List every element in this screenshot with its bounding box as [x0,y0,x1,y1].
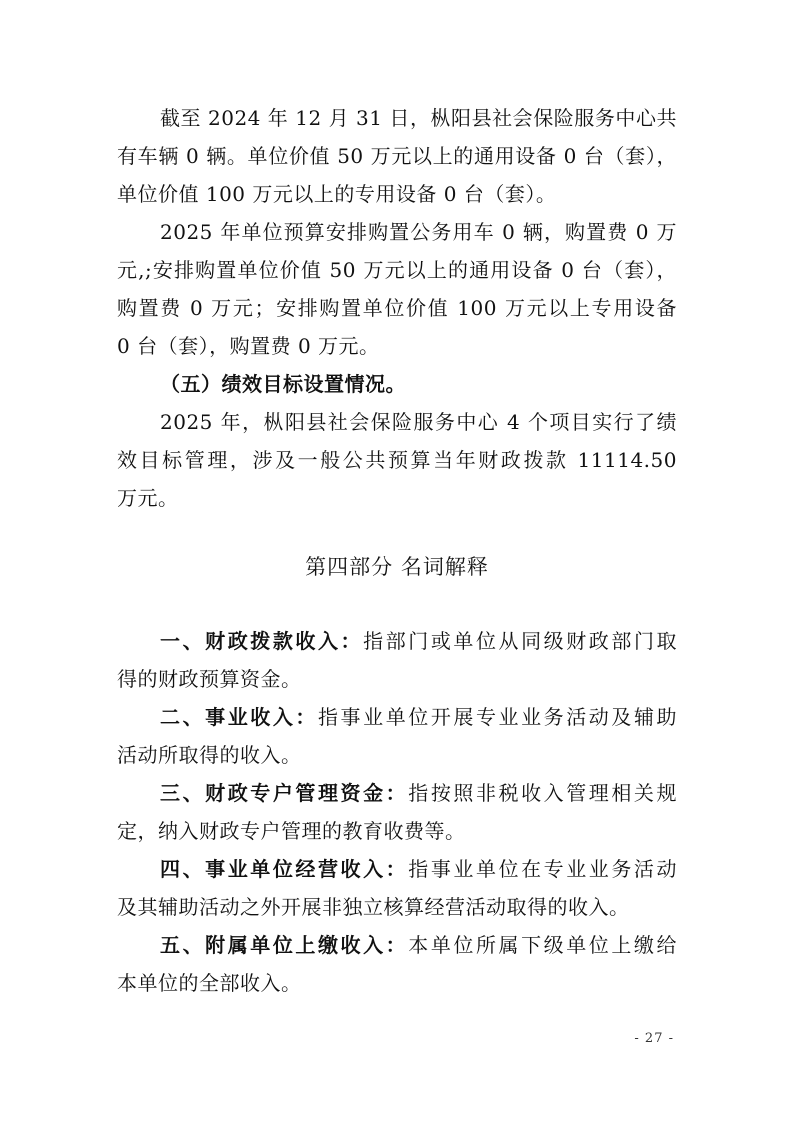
definition-1-line-2: 得的财政预算资金。 [117,667,302,691]
definition-2-line-1 [160,702,677,732]
definition-4-text: 指事业单位在专业业务活动 [408,857,677,881]
definition-5-line-1 [160,930,677,960]
definition-4-term: 四、事业单位经营收入： [160,857,409,881]
definition-1-line-1 [160,626,677,656]
paragraph-performance-line-2: 效目标管理，涉及一般公共预算当年财政拨款 11114.50 [117,448,677,472]
definition-3-text: 指按照非税收入管理相关规 [408,781,677,805]
definition-1-term: 一、财政拨款收入： [160,629,364,653]
definition-5-line-2: 本单位的全部收入。 [117,971,302,995]
definition-5-text: 本单位所属下级单位上缴给 [408,933,677,957]
definition-5-term: 五、附属单位上缴收入： [160,933,409,957]
paragraph-vehicles-line-1: 截至 2024 年 12 月 31 日，枞阳县社会保险服务中心共 [160,106,677,130]
paragraph-performance-line-1: 2025 年，枞阳县社会保险服务中心 4 个项目实行了绩 [160,410,677,434]
definition-1-text: 指部门或单位从同级财政部门取 [363,629,678,653]
definition-3-term: 三、财政专户管理资金： [160,781,409,805]
paragraph-performance-line-3: 万元。 [117,486,179,510]
performance-heading: （五）绩效目标设置情况。 [160,372,406,396]
definition-2-line-2: 活动所取得的收入。 [117,743,302,767]
definition-3-line-1 [160,778,677,808]
paragraph-budget-line-1: 2025 年单位预算安排购置公务用车 0 辆，购置费 0 万 [160,220,677,244]
paragraph-vehicles-line-2: 有车辆 0 辆。单位价值 50 万元以上的通用设备 0 台（套）， [117,144,677,168]
paragraph-budget-line-4: 0 台（套），购置费 0 万元。 [117,334,380,358]
definition-4-line-1 [160,854,677,884]
page-number: - 27 - [634,1031,674,1046]
definition-2-text: 指事业单位开展专业业务活动及辅助 [317,705,678,729]
definition-4-line-2: 及其辅助活动之外开展非独立核算经营活动取得的收入。 [117,895,630,919]
paragraph-vehicles-line-3: 单位价值 100 万元以上的专用设备 0 台（套）。 [117,182,557,206]
part-heading: 第四部分 名词解释 [305,555,489,579]
paragraph-budget-line-2: 元,;安排购置单位价值 50 万元以上的通用设备 0 台（套）， [117,258,677,282]
definition-3-line-2: 定，纳入财政专户管理的教育收费等。 [117,819,466,843]
paragraph-budget-line-3: 购置费 0 万元；安排购置单位价值 100 万元以上专用设备 [117,296,677,320]
definition-2-term: 二、事业收入： [160,705,318,729]
